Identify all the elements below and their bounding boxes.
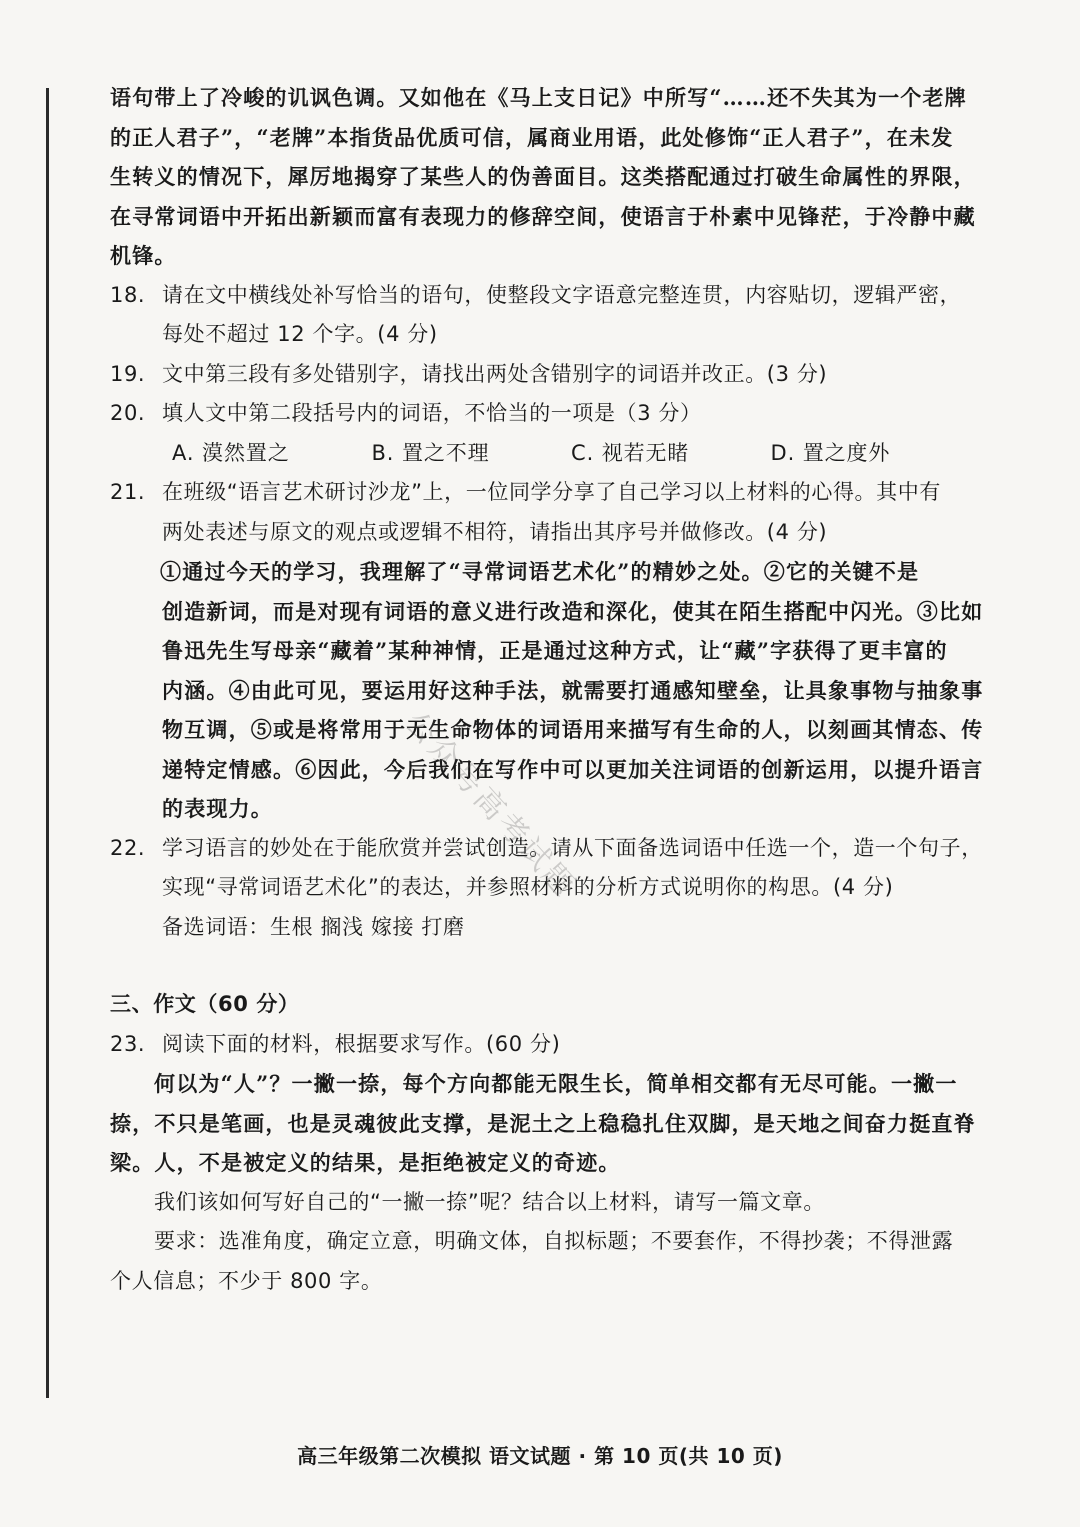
notes-line: 内涵。④由此可见，要运用好这种手法，就需要打通感知壁垒，让具象事物与抽象事 xyxy=(162,677,984,703)
question-text: 实现“寻常词语艺术化”的表达，并参照材料的分析方式说明你的构思。(4 分) xyxy=(162,875,894,899)
question-18 xyxy=(110,276,970,355)
question-number: 23. xyxy=(110,1031,146,1056)
requirements-line: 要求：选准角度，确定立意，明确文体，自拟标题；不要套作，不得抄袭；不得泄露 xyxy=(154,1229,954,1253)
passage-line: 语句带上了冷峻的讥讽色调。又如他在《马上支日记》中所写“……还不失其为一个老牌 xyxy=(110,85,967,110)
question-text: 填人文中第二段括号内的词语，不恰当的一项是（3 分） xyxy=(162,401,702,425)
question-number: 19. xyxy=(110,361,146,386)
passage-line: 在寻常词语中开拓出新颖而富有表现力的修辞空间，使语言于朴素中见锋茫，于冷静中藏 xyxy=(110,203,976,229)
question-19 xyxy=(110,355,970,395)
notes-line: 的表现力。 xyxy=(162,796,273,821)
passage-line: 的正人君子”，“老牌”本指货品优质可信，属商业用语，此处修饰“正人君子”，在未发 xyxy=(110,124,954,150)
question-number: 21. xyxy=(110,480,146,504)
question-number: 22. xyxy=(110,835,146,860)
notes-line: 鲁迅先生写母亲“藏着”某种神情，正是通过这种方式，让“藏”字获得了更丰富的 xyxy=(162,638,948,663)
page-footer: 高三年级第二次模拟 语文试题 · 第 10 页(共 10 页) xyxy=(297,1444,783,1468)
section-composition xyxy=(110,985,976,1301)
notes-line: 递特定情感。⑥因此，今后我们在写作中可以更加关注词语的创新运用，以提升语言 xyxy=(162,756,984,782)
question-20 xyxy=(110,394,970,473)
passage-continuation xyxy=(110,78,976,276)
question-text: 每处不超过 12 个字。(4 分) xyxy=(162,322,438,346)
notes-line: 创造新词，而是对现有词语的意义进行改造和深化，使其在陌生搭配中闪光。③比如 xyxy=(162,598,984,624)
material-line: 梁。人，不是被定义的结果，是拒绝被定义的奇迹。 xyxy=(110,1150,621,1175)
option-a: A. 漠然置之 xyxy=(172,440,290,465)
question-text: 请在文中横线处补写恰当的语句，使整段文字语意完整连贯，内容贴切，逻辑严密， xyxy=(162,282,962,307)
answer-options xyxy=(110,434,970,474)
notes-line: ①通过今天的学习，我理解了“寻常词语艺术化”的精妙之处。②它的关键不是 xyxy=(160,559,920,584)
section-gap xyxy=(110,947,970,985)
question-number: 20. xyxy=(110,401,146,425)
student-notes xyxy=(110,552,984,829)
candidate-words: 备选词语：生根 搁浅 嫁接 打磨 xyxy=(162,914,465,939)
material-line: 捺，不只是笔画，也是灵魂彼此支撑，是泥土之上稳稳扎住双脚，是天地之间奋力挺直脊 xyxy=(110,1110,976,1136)
passage-line: 生转义的情况下，犀厉地揭穿了某些人的伪善面目。这类搭配通过打破生命属性的界限， xyxy=(110,164,976,189)
notes-line: 物互调，⑤或是将常用于无生命物体的词语用来描写有生命的人，以刻画其情态、传 xyxy=(162,717,984,742)
page-content xyxy=(110,78,984,1301)
material-line: 何以为“人”？一撇一捺，每个方向都能无限生长，简单相交都有无尽可能。一撇一 xyxy=(154,1071,958,1096)
section-title: 三、作文（60 分） xyxy=(110,992,300,1016)
writing-prompt: 我们该如何写好自己的“一撇一捺”呢？结合以上材料，请写一篇文章。 xyxy=(154,1189,825,1214)
option-b: B. 置之不理 xyxy=(371,440,490,465)
question-text: 两处表述与原文的观点或逻辑不相符，请指出其序号并做修改。(4 分) xyxy=(162,519,828,544)
question-number: 18. xyxy=(110,282,146,307)
option-d: D. 置之度外 xyxy=(770,440,891,465)
watermark: 公众号高考试题 xyxy=(398,705,584,906)
question-text: 文中第三段有多处错别字，请找出两处含错别字的词语并改正。(3 分) xyxy=(162,361,828,386)
binding-margin-line xyxy=(46,88,49,1398)
question-text: 学习语言的妙处在于能欣赏并尝试创造。请从下面备选词语中任选一个，造一个句子， xyxy=(162,835,983,860)
question-text: 在班级“语言艺术研讨沙龙”上，一位同学分享了自己学习以上材料的心得。其中有 xyxy=(162,480,941,504)
option-c: C. 视若无睹 xyxy=(571,440,690,465)
passage-line: 机锋。 xyxy=(110,243,177,268)
question-21 xyxy=(110,473,984,829)
requirements-line: 个人信息；不少于 800 字。 xyxy=(110,1268,383,1293)
question-text: 阅读下面的材料，根据要求写作。(60 分) xyxy=(162,1031,561,1056)
